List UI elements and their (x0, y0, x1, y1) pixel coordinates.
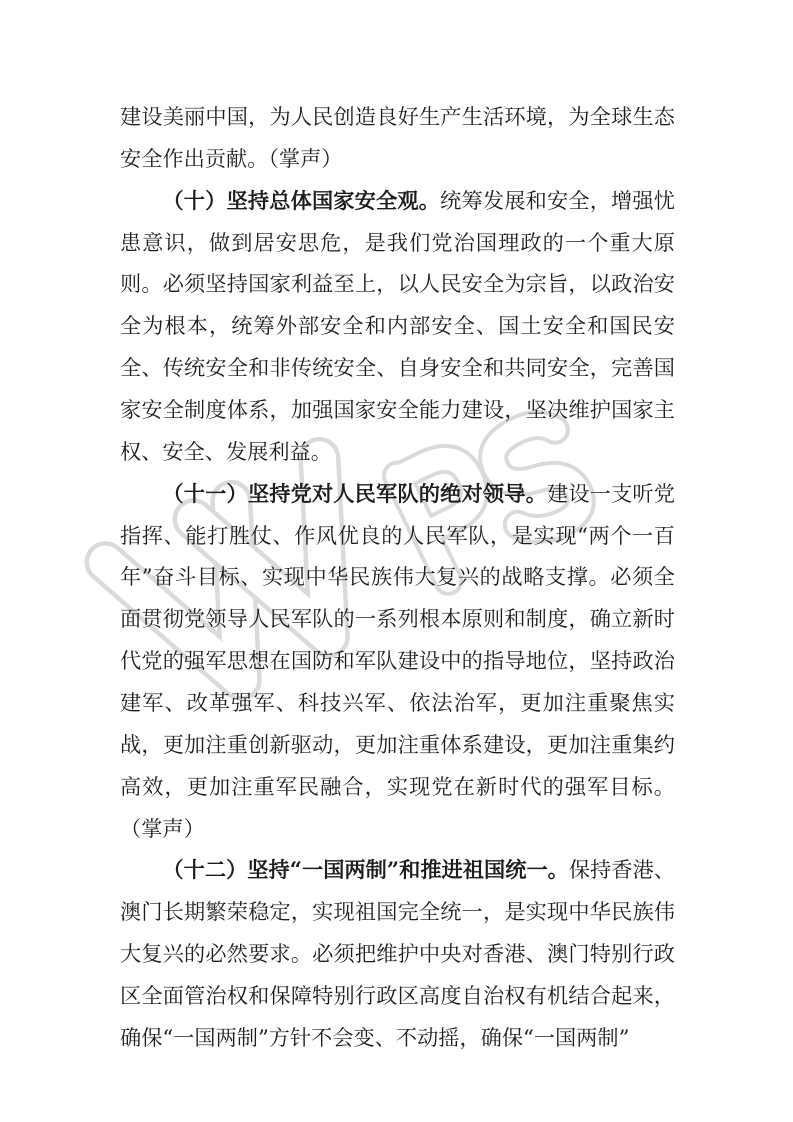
paragraph-item-12 (120, 849, 675, 1058)
paragraph-lead: （十二）坚持“一国两制”和推进祖国统一。 (162, 857, 569, 883)
document-body (120, 96, 675, 1059)
paragraph-item-11 (120, 473, 675, 850)
paragraph-text: 统筹发展和安全，增强忧患意识，做到居安思危，是我们党治国理政的一个重大原则。必须坚持国家利益至上，以人民安全为宗旨，以政治安全为根本，统筹外部安全和内部安全、国土安全和国民安全、传统安全和非传统安全、自身安全和共同安全，完善国家安全制度体系，加强国家安全能力建设，坚决维护国家主权、安全、发展利益。 (120, 187, 675, 464)
paragraph-continuation (120, 96, 675, 180)
paragraph-lead: （十一）坚持党对人民军队的绝对领导。 (162, 480, 547, 506)
paragraph-text: 建设美丽中国，为人民创造良好生产生活环境，为全球生态安全作出贡献。（掌声） (120, 104, 675, 171)
paragraph-lead: （十）坚持总体国家安全观。 (162, 187, 441, 213)
paragraph-text: 建设一支听党指挥、能打胜仗、作风优良的人民军队，是实现“两个一百年”奋斗目标、实现中华民族伟大复兴的战略支撑。必须全面贯彻党领导人民军队的一系列根本原则和制度，确立新时代党的强军思想在国防和军队建设中的指导地位，坚持政治建军、改革强军、科技兴军、依法治军，更加注重聚焦实战，更加注重创新驱动，更加注重体系建设，更加注重集约高效，更加注重军民融合，实现党在新时代的强军目标。（掌声） (120, 480, 675, 841)
paragraph-text: 保持香港、澳门长期繁荣稳定，实现祖国完全统一，是实现中华民族伟大复兴的必然要求。必须把维护中央对香港、澳门特别行政区全面管治权和保障特别行政区高度自治权有机结合起来，确保“一国两制”方针不会变、不动摇，确保“一国两制” (120, 857, 675, 1050)
paragraph-item-10 (120, 180, 675, 473)
